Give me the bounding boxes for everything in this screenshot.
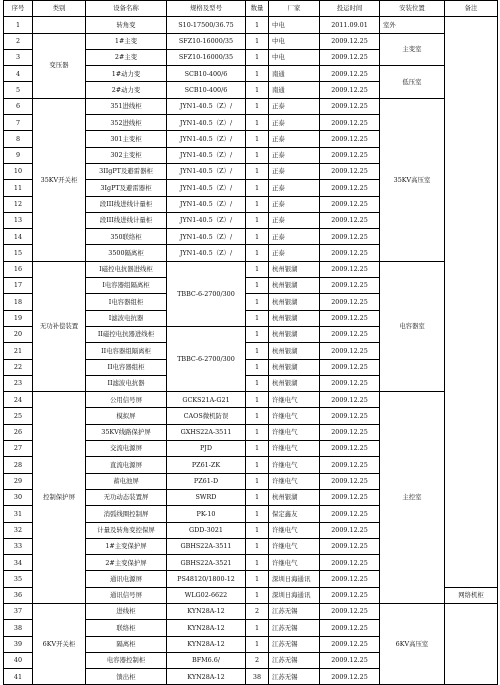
device-name: 消弧线圈控制屏 [86,506,167,522]
maker-cell: 杭州银湖 [269,310,320,326]
spec-cell: KYN28A-12 [167,603,246,619]
table-row [4,33,498,49]
spec-cell: SWRD [167,489,246,505]
qty-cell: 1 [246,636,269,652]
header-category: 类别 [33,1,86,17]
table-row [4,392,498,408]
qty-cell: 1 [246,392,269,408]
device-name: 通讯电源屏 [86,571,167,587]
date-cell: 2009.12.25 [320,652,380,668]
row-no: 40 [4,652,33,668]
device-name: II磁控电抗器进线柜 [86,326,167,342]
spec-cell: SFZ10-16000/35 [167,49,246,65]
maker-cell: 中电 [269,49,320,65]
spec-cell: TBBC-6-2700/300 [167,326,246,391]
row-no: 9 [4,147,33,163]
spec-cell: BFM6.6/ [167,652,246,668]
qty-cell: 1 [246,294,269,310]
location-cell: 低压室 [380,66,445,99]
spec-cell: PJD [167,441,246,457]
row-no: 4 [4,66,33,82]
date-cell: 2009.12.25 [320,489,380,505]
qty-cell: 1 [246,555,269,571]
qty-cell: 1 [246,245,269,261]
device-name: 进线柜 [86,603,167,619]
device-name: 1#主变 [86,33,167,49]
spec-cell: SCB10-400/6 [167,82,246,98]
device-name: 交流电源屏 [86,441,167,457]
qty-cell: 1 [246,82,269,98]
remark-cell: 网络机柜 [445,587,498,603]
qty-cell: 1 [246,441,269,457]
device-name: 302主变柜 [86,147,167,163]
qty-cell: 2 [246,652,269,668]
remark-cell [445,17,498,587]
device-name: 3500隔离柜 [86,245,167,261]
header-row [4,1,498,17]
row-no: 13 [4,212,33,228]
qty-cell: 38 [246,669,269,685]
row-no: 24 [4,392,33,408]
spec-cell: WLG02-6622 [167,587,246,603]
maker-cell: 杭州银湖 [269,326,320,342]
spec-cell: CAOS微机防误 [167,408,246,424]
qty-cell: 1 [246,98,269,114]
row-no: 33 [4,538,33,554]
maker-cell: 许继电气 [269,538,320,554]
date-cell: 2009.12.25 [320,245,380,261]
row-no: 1 [4,17,33,33]
spec-cell: PK-10 [167,506,246,522]
device-name: 2#主变 [86,49,167,65]
row-no: 28 [4,457,33,473]
spec-cell: TBBC-6-2700/300 [167,261,246,326]
table-row [4,261,498,277]
header-name: 设备名称 [86,1,167,17]
row-no: 38 [4,620,33,636]
device-name: II电容器组隔离柜 [86,343,167,359]
maker-cell: 杭州银湖 [269,261,320,277]
qty-cell: 1 [246,229,269,245]
spec-cell: S10-17500/36.75 [167,17,246,33]
maker-cell: 杭州银湖 [269,359,320,375]
spec-cell: JYN1-40.5（Z）/ [167,115,246,131]
row-no: 3 [4,49,33,65]
date-cell: 2009.12.25 [320,571,380,587]
row-no: 22 [4,359,33,375]
location-cell: 6KV高压室 [380,603,445,684]
date-cell: 2009.12.25 [320,33,380,49]
row-no: 12 [4,196,33,212]
date-cell: 2009.12.25 [320,408,380,424]
maker-cell: 正泰 [269,163,320,179]
date-cell: 2009.12.25 [320,392,380,408]
qty-cell: 1 [246,17,269,33]
qty-cell: 1 [246,180,269,196]
date-cell: 2009.12.25 [320,522,380,538]
qty-cell: 1 [246,163,269,179]
date-cell: 2009.12.25 [320,587,380,603]
spec-cell: JYN1-40.5（Z）/ [167,98,246,114]
date-cell: 2009.12.25 [320,278,380,294]
qty-cell: 2 [246,603,269,619]
spec-cell: KYN28A-12 [167,636,246,652]
spec-cell: JYN1-40.5（Z）/ [167,229,246,245]
maker-cell: 许继电气 [269,441,320,457]
date-cell: 2009.12.25 [320,196,380,212]
row-no: 19 [4,310,33,326]
qty-cell: 1 [246,66,269,82]
date-cell: 2009.12.25 [320,669,380,685]
qty-cell: 1 [246,310,269,326]
device-name: 35KV线路保护屏 [86,424,167,440]
header-spec: 规格及型号 [167,1,246,17]
location-cell: 35KV高压室 [380,98,445,261]
category-cell [33,17,86,33]
row-no: 21 [4,343,33,359]
row-no: 25 [4,408,33,424]
category-cell: 控制保护屏 [33,392,86,604]
date-cell: 2009.12.25 [320,555,380,571]
row-no: 39 [4,636,33,652]
spec-cell: PZ61-ZK [167,457,246,473]
row-no: 16 [4,261,33,277]
date-cell: 2009.12.25 [320,326,380,342]
qty-cell: 1 [246,343,269,359]
device-name: 蓄电池屏 [86,473,167,489]
date-cell: 2009.12.25 [320,131,380,147]
qty-cell: 1 [246,49,269,65]
device-name: 计量及转角变控保屏 [86,522,167,538]
maker-cell: 杭州银湖 [269,278,320,294]
maker-cell: 江苏无锡 [269,603,320,619]
date-cell: 2009.12.25 [320,473,380,489]
date-cell: 2009.12.25 [320,359,380,375]
row-no: 5 [4,82,33,98]
maker-cell: 江苏无锡 [269,636,320,652]
qty-cell: 1 [246,522,269,538]
row-no: 14 [4,229,33,245]
header-no: 序号 [4,1,33,17]
row-no: 31 [4,506,33,522]
date-cell: 2009.12.25 [320,441,380,457]
qty-cell: 1 [246,131,269,147]
spec-cell: PZ61-D [167,473,246,489]
category-cell: 6KV开关柜 [33,603,86,684]
date-cell: 2009.12.25 [320,115,380,131]
row-no: 41 [4,669,33,685]
date-cell: 2009.12.25 [320,229,380,245]
maker-cell: 许继电气 [269,522,320,538]
device-name: I磁控电抗器进线柜 [86,261,167,277]
device-name: 模拟屏 [86,408,167,424]
spec-cell: SFZ10-16000/35 [167,33,246,49]
location-cell: 电容器室 [380,261,445,391]
spec-cell: JYN1-40.5（Z）/ [167,196,246,212]
device-name: 转角变 [86,17,167,33]
maker-cell: 正泰 [269,147,320,163]
row-no: 32 [4,522,33,538]
device-name: 3IgPT及避雷器柜 [86,180,167,196]
spec-cell: JYN1-40.5（Z）/ [167,131,246,147]
qty-cell: 1 [246,359,269,375]
category-cell: 无功补偿装置 [33,261,86,391]
header-maker: 厂家 [269,1,320,17]
qty-cell: 1 [246,115,269,131]
maker-cell: 正泰 [269,196,320,212]
qty-cell: 1 [246,457,269,473]
maker-cell: 中电 [269,33,320,49]
spec-cell: SCB10-400/6 [167,66,246,82]
device-name: 馈出柜 [86,669,167,685]
spec-cell: GDD-3021 [167,522,246,538]
spec-cell: JYN1-40.5（Z）/ [167,163,246,179]
maker-cell: 中电 [269,17,320,33]
row-no: 34 [4,555,33,571]
qty-cell: 1 [246,326,269,342]
maker-cell: 正泰 [269,131,320,147]
qty-cell: 1 [246,571,269,587]
row-no: 35 [4,571,33,587]
date-cell: 2009.12.25 [320,163,380,179]
qty-cell: 1 [246,147,269,163]
date-cell: 2009.12.25 [320,294,380,310]
qty-cell: 1 [246,408,269,424]
device-name: 350联络柜 [86,229,167,245]
maker-cell: 许继电气 [269,408,320,424]
spec-cell: JYN1-40.5（Z）/ [167,245,246,261]
table-row [4,98,498,114]
maker-cell: 正泰 [269,229,320,245]
device-name: 301主变柜 [86,131,167,147]
row-no: 8 [4,131,33,147]
spec-cell: JYN1-40.5（Z）/ [167,180,246,196]
maker-cell: 许继电气 [269,473,320,489]
spec-cell: KYN28A-12 [167,620,246,636]
maker-cell: 杭州银湖 [269,343,320,359]
date-cell: 2009.12.25 [320,636,380,652]
category-cell: 35KV开关柜 [33,98,86,261]
date-cell: 2009.12.25 [320,66,380,82]
header-qty: 数量 [246,1,269,17]
device-name: 联络柜 [86,620,167,636]
location-cell: 室外 [380,17,445,33]
device-name: 2#动力变 [86,82,167,98]
equipment-table [3,0,498,685]
location-cell: 主变室 [380,33,445,66]
device-name: I电容器组柜 [86,294,167,310]
date-cell: 2009.12.25 [320,82,380,98]
date-cell: 2009.12.25 [320,457,380,473]
qty-cell: 1 [246,473,269,489]
qty-cell: 1 [246,489,269,505]
date-cell: 2011.09.01 [320,17,380,33]
device-name: 2#主变保护屏 [86,555,167,571]
spec-cell: GBHS22A-3511 [167,538,246,554]
date-cell: 2009.12.25 [320,506,380,522]
row-no: 29 [4,473,33,489]
spec-cell: KYN28A-12 [167,669,246,685]
spec-cell: GXHS22A-3511 [167,424,246,440]
qty-cell: 1 [246,538,269,554]
spec-cell: GCKS21A-G21 [167,392,246,408]
maker-cell: 正泰 [269,245,320,261]
device-name: 隔离柜 [86,636,167,652]
date-cell: 2009.12.25 [320,212,380,228]
qty-cell: 1 [246,196,269,212]
row-no: 36 [4,587,33,603]
location-cell: 主控室 [380,392,445,604]
device-name: II电容器组柜 [86,359,167,375]
date-cell: 2009.12.25 [320,424,380,440]
maker-cell: 许继电气 [269,555,320,571]
device-name: 公用信号屏 [86,392,167,408]
maker-cell: 许继电气 [269,392,320,408]
date-cell: 2009.12.25 [320,343,380,359]
remark-cell [445,603,498,684]
maker-cell: 南通 [269,82,320,98]
qty-cell: 1 [246,261,269,277]
device-name: 直流电源屏 [86,457,167,473]
spec-cell: JYN1-40.5（Z）/ [167,147,246,163]
row-no: 20 [4,326,33,342]
maker-cell: 正泰 [269,212,320,228]
device-name: I电容器组隔离柜 [86,278,167,294]
device-name: 无功动态装置屏 [86,489,167,505]
maker-cell: 南通 [269,66,320,82]
category-cell: 变压器 [33,33,86,98]
qty-cell: 1 [246,375,269,391]
maker-cell: 杭州银湖 [269,294,320,310]
row-no: 37 [4,603,33,619]
table-row [4,17,498,33]
device-name: 电容器控制柜 [86,652,167,668]
spec-cell: GBHS22A-3521 [167,555,246,571]
date-cell: 2009.12.25 [320,603,380,619]
row-no: 10 [4,163,33,179]
qty-cell: 1 [246,506,269,522]
maker-cell: 深圳日海通讯 [269,571,320,587]
maker-cell: 江苏无锡 [269,669,320,685]
row-no: 11 [4,180,33,196]
date-cell: 2009.12.25 [320,147,380,163]
date-cell: 2009.12.25 [320,98,380,114]
qty-cell: 1 [246,278,269,294]
row-no: 30 [4,489,33,505]
maker-cell: 正泰 [269,180,320,196]
row-no: 6 [4,98,33,114]
date-cell: 2009.12.25 [320,620,380,636]
device-name: 352进线柜 [86,115,167,131]
qty-cell: 1 [246,424,269,440]
spec-cell: PS48120/1800-12 [167,571,246,587]
qty-cell: 1 [246,212,269,228]
maker-cell: 正泰 [269,115,320,131]
qty-cell: 1 [246,620,269,636]
device-name: 1#主变保护屏 [86,538,167,554]
qty-cell: 1 [246,587,269,603]
maker-cell: 杭州银湖 [269,489,320,505]
date-cell: 2009.12.25 [320,538,380,554]
header-date: 投运时间 [320,1,380,17]
device-name: 1#动力变 [86,66,167,82]
row-no: 26 [4,424,33,440]
maker-cell: 深圳日海通讯 [269,587,320,603]
spec-cell: JYN1-40.5（Z）/ [167,212,246,228]
qty-cell: 1 [246,33,269,49]
maker-cell: 保定鑫友 [269,506,320,522]
device-name: 351进线柜 [86,98,167,114]
row-no: 7 [4,115,33,131]
device-name: 段ⅠII线进线计量柜 [86,212,167,228]
device-name: 段ⅠII线进线计量柜 [86,196,167,212]
row-no: 2 [4,33,33,49]
header-remark: 备注 [445,1,498,17]
maker-cell: 杭州银湖 [269,375,320,391]
row-no: 17 [4,278,33,294]
date-cell: 2009.12.25 [320,375,380,391]
maker-cell: 正泰 [269,98,320,114]
date-cell: 2009.12.25 [320,310,380,326]
date-cell: 2009.12.25 [320,49,380,65]
maker-cell: 许继电气 [269,457,320,473]
date-cell: 2009.12.25 [320,180,380,196]
row-no: 15 [4,245,33,261]
device-name: 通讯信号屏 [86,587,167,603]
maker-cell: 许继电气 [269,424,320,440]
row-no: 23 [4,375,33,391]
row-no: 27 [4,441,33,457]
maker-cell: 江苏无锡 [269,620,320,636]
row-no: 18 [4,294,33,310]
header-location: 安装位置 [380,1,445,17]
table-row [4,603,498,619]
device-name: II滤波电抗器 [86,375,167,391]
date-cell: 2009.12.25 [320,261,380,277]
maker-cell: 江苏无锡 [269,652,320,668]
device-name: I滤波电抗器 [86,310,167,326]
device-name: 3IIgPT及避雷器柜 [86,163,167,179]
